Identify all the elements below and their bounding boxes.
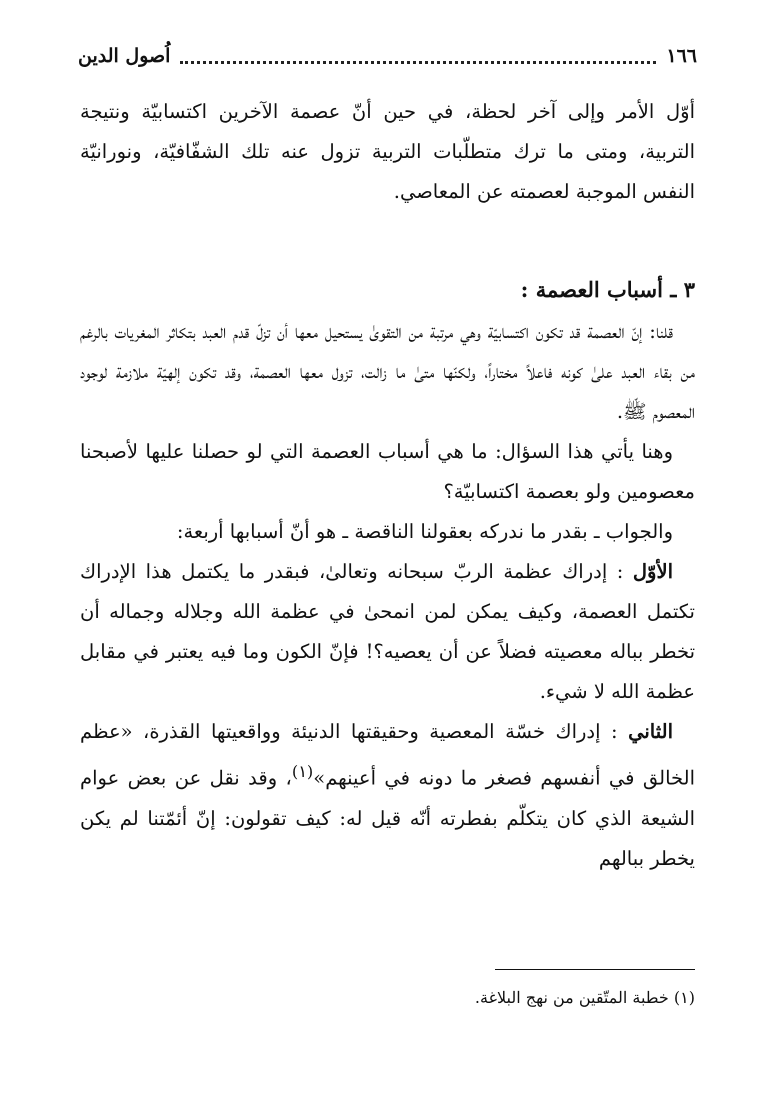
header-dot-leader bbox=[180, 49, 656, 64]
footnote-divider bbox=[495, 969, 695, 970]
paragraph-5-lead: الثاني bbox=[628, 720, 673, 743]
paragraph-5-text-b: ، وقد نقل عن بعض عوام الشيعة الذي كان يتكلّم بفطرته أنّه قيل له: كيف تقولون: إنّ أئمّتنا لم يكن يخطر ببالهم bbox=[80, 766, 695, 870]
paragraph-4-lead: الأوّل bbox=[632, 560, 673, 583]
paragraph-4-text: : إدراك عظمة الربّ سبحانه وتعالىٰ، فبقدر ما يكتمل هذا الإدراك تكتمل العصمة، وكيف يمكن لمن انمحىٰ في عظمة الله وجلاله وجماله أن تخطر بباله معصيته فضلاً عن أن يعصيه؟! فإنّ الكون وما فيه يعتبر في مقابل عظمة الله لا شيء. bbox=[80, 560, 695, 703]
paragraph-1: قلنا: إنّ العصمة قد تكون اكتسابيّة وهي مرتبة من التقوىٰ يستحيل معها أن تزلّ قدم العبد بتكاثر المغريات بالرغم من بقاء العبد علىٰ كونه فاعلاً مختاراً، ولكنّها متىٰ ما زالت، تزول معها العصمة، وقد تكون إلهيّة ملازمة لوجود المعصوم ﷺ. bbox=[80, 320, 695, 423]
paragraph-4 bbox=[80, 552, 695, 712]
paragraph-2: وهنا يأتي هذا السؤال: ما هي أسباب العصمة التي لو حصلنا عليها لأصبحنا معصومين ولو بعصمة اكتسابيّة؟ bbox=[80, 440, 695, 503]
paragraph-5 bbox=[80, 712, 695, 879]
paragraph-3: والجواب ـ بقدر ما ندركه بعقولنا الناقصة ـ هو أنّ أسبابها أربعة: bbox=[176, 520, 673, 543]
page-number: ١٦٦ bbox=[666, 45, 697, 67]
footnote-reference: (١) bbox=[291, 762, 314, 781]
section-heading: ٣ ـ أسباب العصمة : bbox=[520, 277, 695, 302]
page-body bbox=[80, 92, 695, 879]
page-header bbox=[78, 38, 697, 74]
intro-paragraph: أوّل الأمر وإلى آخر لحظة، في حين أنّ عصمة الآخرين اكتسابيّة ونتيجة التربية، ومتى ما ترك متطلّبات التربية تزول عنه تلك الشفّافيّة، ونورانيّة النفس الموجبة لعصمته عن المعاصي. bbox=[80, 100, 695, 203]
paragraph-5-text-a: : إدراك خسّة المعصية وحقيقتها الدنيئة وواقعيتها القذرة، «عظم الخالق في أنفسهم فصغر ما دونه في أعينهم» bbox=[80, 720, 696, 790]
footnote: (١) خطبة المتّقين من نهج البلاغة. bbox=[474, 988, 695, 1007]
book-title: اُصول الدين bbox=[78, 45, 171, 67]
